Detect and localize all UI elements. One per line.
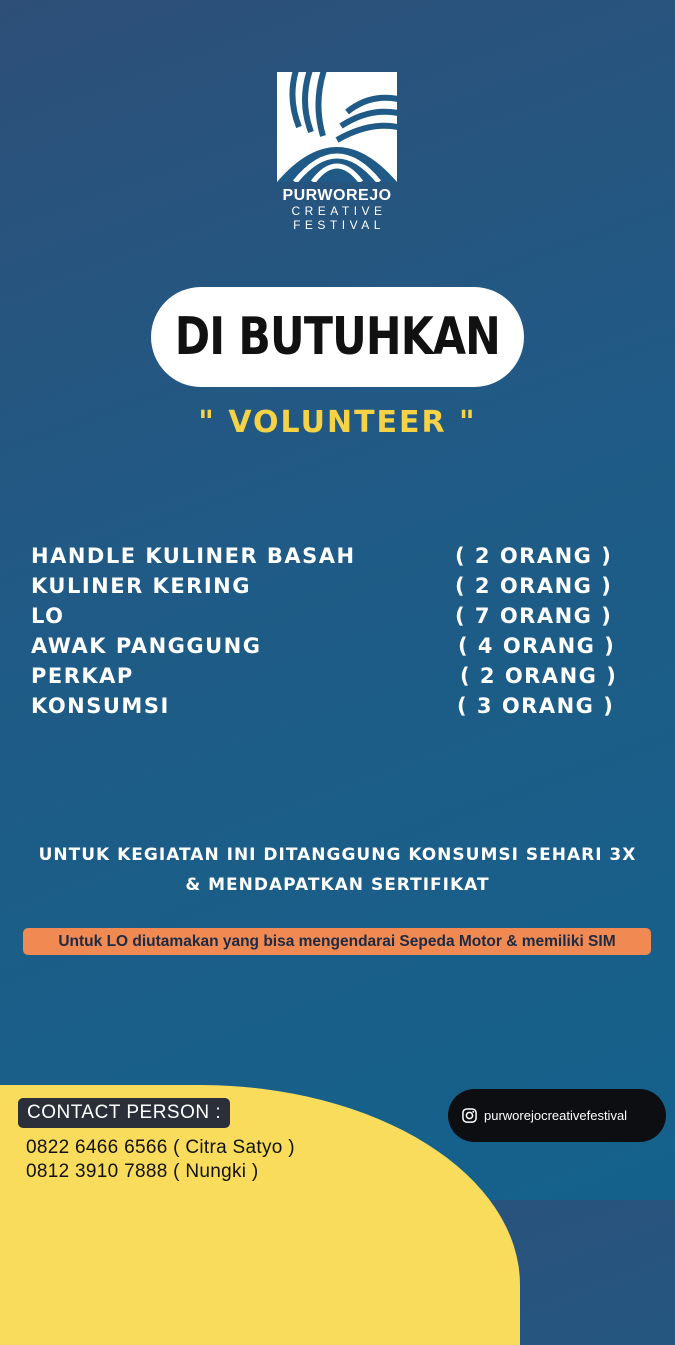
instagram-badge[interactable] [448,1089,666,1142]
role-name: AWAK PANGGUNG [31,634,262,658]
logo-mark-icon [277,72,397,182]
role-row [31,691,631,721]
role-name: KONSUMSI [31,694,170,718]
contact-phone[interactable]: 0812 3910 7888 ( Nungki ) [26,1161,259,1182]
benefits-note [0,840,675,900]
lo-requirement-text: Untuk LO diutamakan yang bisa mengendarai Sepeda Motor & memiliki SIM [58,932,616,950]
role-count: ( 7 ORANG ) [455,604,613,628]
role-row [31,541,631,571]
logo-title: PURWOREJO [282,187,392,204]
role-name: LO [31,604,65,628]
role-count: ( 3 ORANG ) [457,694,615,718]
role-row [31,601,631,631]
festival-logo [277,72,397,232]
role-row [31,661,631,691]
role-row [31,571,631,601]
lo-requirement-banner [23,928,651,955]
headline: DI BUTUHKAN [174,307,501,367]
benefits-line-2: & MENDAPATKAN SERTIFIKAT [185,875,490,895]
role-name: KULINER KERING [31,574,251,598]
logo-subtitle-festival: FESTIVAL [293,218,385,232]
role-count: ( 2 ORANG ) [460,664,618,688]
role-name: PERKAP [31,664,134,688]
contact-person-label: CONTACT PERSON : [18,1098,230,1128]
logo-subtitle-creative: CREATIVE [291,204,387,218]
instagram-handle: purworejocreativefestival [484,1108,628,1123]
instagram-icon [462,1108,477,1123]
headline-pill [151,287,524,387]
contact-phone[interactable]: 0822 6466 6566 ( Citra Satyo ) [26,1137,295,1158]
contact-phone-list [26,1136,295,1184]
benefits-line-1: UNTUK KEGIATAN INI DITANGGUNG KONSUMSI SEHARI 3X [38,845,637,865]
role-count: ( 2 ORANG ) [455,544,613,568]
role-count: ( 2 ORANG ) [455,574,613,598]
role-name: HANDLE KULINER BASAH [31,544,356,568]
role-count: ( 4 ORANG ) [458,634,616,658]
role-row [31,631,631,661]
subtitle-volunteer: " VOLUNTEER " [198,405,477,440]
role-list [31,541,631,721]
